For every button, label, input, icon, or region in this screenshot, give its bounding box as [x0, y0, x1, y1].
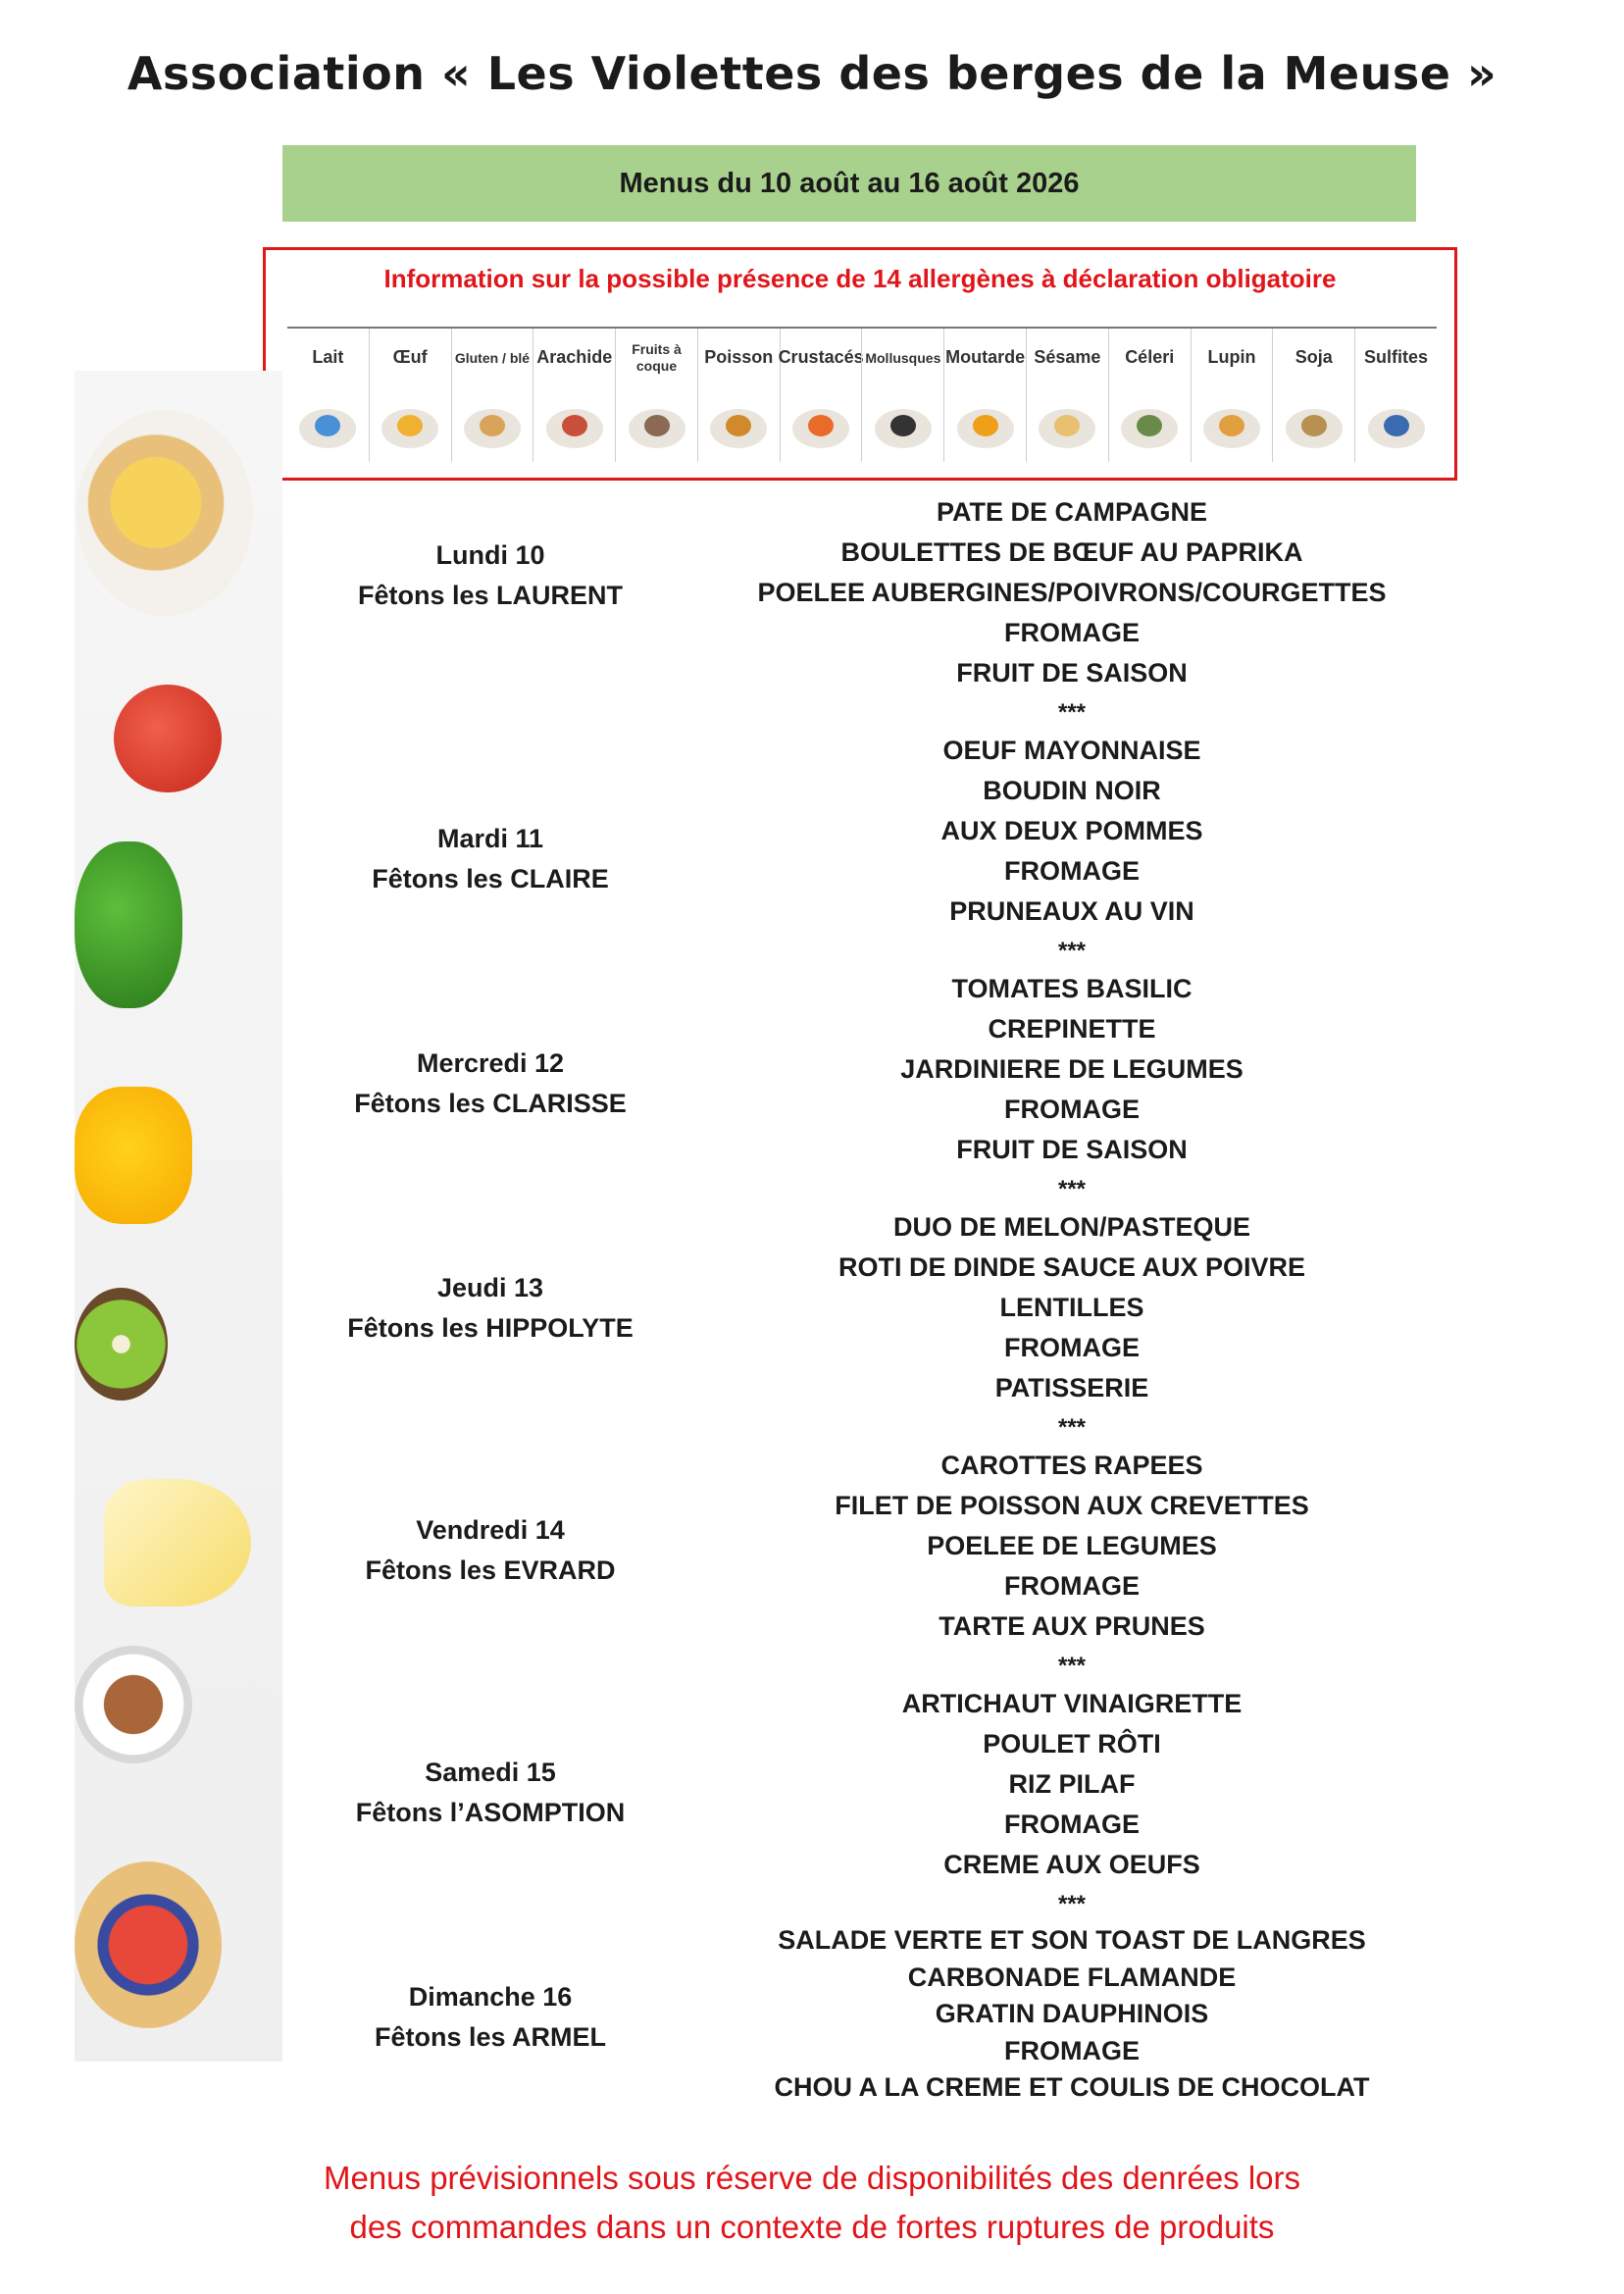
allergen-1 — [369, 329, 451, 462]
feast-name: Fêtons l’ASOMPTION — [355, 1798, 626, 1827]
allergen-13 — [1354, 329, 1437, 462]
day-menu — [677, 1207, 1467, 1448]
day-label — [304, 1510, 677, 1591]
menu-separator: *** — [1057, 938, 1087, 964]
allergen-label: Sésame — [1034, 347, 1101, 368]
menu-item: CREPINETTE — [988, 1014, 1156, 1044]
allergen-10 — [1108, 329, 1191, 462]
allergen-2 — [451, 329, 533, 462]
menu-item: TOMATES BASILIC — [951, 974, 1193, 1003]
day-menu — [677, 492, 1467, 733]
menu-item: CHOU A LA CREME ET COULIS DE CHOCOLAT — [774, 2072, 1370, 2102]
menu-separator: *** — [1057, 699, 1087, 726]
menu-item: PATE DE CAMPAGNE — [936, 497, 1207, 527]
allergen-9 — [1026, 329, 1108, 462]
footer-line-1: Menus prévisionnels sous réserve de disponibilités des denrées lors — [323, 2160, 1301, 2196]
mustard-icon — [957, 409, 1014, 448]
menu-item: PRUNEAUX AU VIN — [949, 896, 1194, 926]
allergen-3 — [533, 329, 615, 462]
menu-item: CARBONADE FLAMANDE — [907, 1962, 1237, 1992]
allergen-label: Crustacés — [778, 347, 864, 368]
menu-item: POELEE DE LEGUMES — [927, 1531, 1217, 1560]
menu-separator: *** — [1057, 1653, 1087, 1679]
day-name: Jeudi 13 — [436, 1273, 544, 1302]
orange-juice-icon — [75, 1087, 192, 1224]
menu-period: Menus du 10 août au 16 août 2026 — [619, 167, 1080, 199]
feast-name: Fêtons les ARMEL — [374, 2022, 607, 2052]
lemon-tart-icon — [76, 410, 253, 616]
menu-item: FROMAGE — [1004, 1810, 1140, 1839]
nut-icon — [629, 409, 685, 448]
day-name: Mercredi 12 — [416, 1048, 565, 1078]
menu-separator: *** — [1057, 1891, 1087, 1917]
sulfites-icon — [1368, 409, 1425, 448]
day-label — [304, 1044, 677, 1124]
allergen-label: Lupin — [1207, 347, 1256, 368]
menu-item: FRUIT DE SAISON — [956, 1135, 1188, 1164]
food-decoration-column — [75, 371, 282, 2062]
day-menu — [677, 1684, 1467, 1924]
menu-item: FROMAGE — [1004, 856, 1140, 886]
menu-item: RIZ PILAF — [1008, 1769, 1136, 1799]
day-menu — [677, 1922, 1467, 2107]
allergen-8 — [943, 329, 1026, 462]
allergen-0 — [287, 329, 369, 462]
kiwi-icon — [75, 1288, 168, 1401]
day-menu — [677, 1446, 1467, 1686]
day-name: Vendredi 14 — [416, 1515, 565, 1545]
wheat-icon — [464, 409, 521, 448]
menu-item: FROMAGE — [1004, 1333, 1140, 1362]
day-label — [304, 535, 677, 616]
menu-item: OEUF MAYONNAISE — [942, 736, 1201, 765]
menu-item: ROTI DE DINDE SAUCE AUX POIVRE — [837, 1252, 1306, 1282]
egg-icon — [381, 409, 438, 448]
menu-item: TARTE AUX PRUNES — [939, 1611, 1205, 1641]
allergen-4 — [615, 329, 697, 462]
day-label — [304, 1977, 677, 2058]
allergen-5 — [697, 329, 780, 462]
menu-item: LENTILLES — [999, 1293, 1144, 1322]
allergen-label: Céleri — [1125, 347, 1175, 368]
menu-separator: *** — [1057, 1414, 1087, 1441]
menu-item: PATISSERIE — [994, 1373, 1149, 1402]
fish-icon — [710, 409, 767, 448]
feast-name: Fêtons les CLARISSE — [354, 1089, 627, 1118]
allergen-6 — [780, 329, 862, 462]
allergen-12 — [1272, 329, 1354, 462]
allergen-label: Poisson — [704, 347, 774, 368]
menu-item: BOULETTES DE BŒUF AU PAPRIKA — [840, 537, 1303, 567]
day-name: Lundi 10 — [435, 540, 545, 570]
menu-item: GRATIN DAUPHINOIS — [935, 1999, 1209, 2028]
celery-icon — [1121, 409, 1178, 448]
menu-item: AUX DEUX POMMES — [940, 816, 1203, 845]
page-title: Association « Les Violettes des berges de la Meuse » — [127, 47, 1497, 100]
menu-item: JARDINIERE DE LEGUMES — [900, 1054, 1243, 1084]
allergen-label: Sulfites — [1364, 347, 1429, 368]
allergen-label: Soja — [1294, 347, 1333, 368]
allergen-11 — [1191, 329, 1273, 462]
footer-line-2: des commandes dans un contexte de fortes ruptures de produits — [349, 2209, 1275, 2245]
allergen-label: Mollusques — [865, 349, 941, 366]
menu-item: ARTICHAUT VINAIGRETTE — [901, 1689, 1243, 1718]
allergen-label: Arachide — [536, 347, 613, 368]
feast-name: Fêtons les HIPPOLYTE — [347, 1313, 634, 1343]
menu-item: POULET RÔTI — [983, 1729, 1161, 1759]
day-label — [304, 1753, 677, 1833]
allergen-7 — [861, 329, 943, 462]
menu-item: SALADE VERTE ET SON TOAST DE LANGRES — [778, 1925, 1366, 1955]
milk-icon — [299, 409, 356, 448]
menu-item: FROMAGE — [1004, 2035, 1140, 2065]
green-pepper-icon — [75, 841, 182, 1008]
feast-name: Fêtons les EVRARD — [365, 1555, 616, 1585]
menu-item: FROMAGE — [1004, 1095, 1140, 1124]
menu-item: DUO DE MELON/PASTEQUE — [892, 1212, 1251, 1242]
day-name: Samedi 15 — [425, 1758, 556, 1787]
sesame-icon — [1039, 409, 1095, 448]
day-label — [304, 819, 677, 899]
tomato-icon — [114, 685, 222, 792]
menu-item: BOUDIN NOIR — [983, 776, 1161, 805]
allergen-label: Moutarde — [945, 347, 1026, 368]
menu-period-banner — [282, 145, 1416, 222]
day-menu — [677, 731, 1467, 971]
lupin-icon — [1203, 409, 1260, 448]
footer-disclaimer — [0, 2154, 1624, 2252]
coffee-cup-icon — [75, 1646, 192, 1763]
allergen-info-box — [263, 247, 1457, 481]
menu-item: POELEE AUBERGINES/POIVRONS/COURGETTES — [757, 578, 1387, 607]
menu-item: FRUIT DE SAISON — [956, 658, 1188, 688]
menu-item: CAROTTES RAPEES — [940, 1451, 1203, 1480]
allergen-label: Fruits à coque — [632, 341, 682, 374]
feast-name: Fêtons les LAURENT — [357, 581, 624, 610]
allergen-label: Œuf — [392, 347, 428, 368]
soy-icon — [1286, 409, 1343, 448]
menu-item: CREME AUX OEUFS — [943, 1850, 1200, 1879]
allergen-label: Lait — [312, 347, 344, 368]
day-name: Dimanche 16 — [408, 1982, 573, 2012]
allergen-label: Gluten / blé — [454, 349, 531, 366]
fruit-tart-icon — [75, 1861, 222, 2028]
menu-item: FROMAGE — [1004, 618, 1140, 647]
shrimp-icon — [792, 409, 849, 448]
menu-item: FROMAGE — [1004, 1571, 1140, 1601]
day-name: Mardi 11 — [436, 824, 544, 853]
menu-separator: *** — [1057, 1176, 1087, 1202]
day-menu — [677, 969, 1467, 1209]
mussel-icon — [875, 409, 932, 448]
allergen-strip — [287, 327, 1437, 462]
peanut-icon — [546, 409, 603, 448]
feast-name: Fêtons les CLAIRE — [372, 864, 609, 893]
day-label — [304, 1268, 677, 1349]
menu-item: FILET DE POISSON AUX CREVETTES — [835, 1491, 1309, 1520]
cheese-icon — [104, 1479, 251, 1606]
allergen-heading: Information sur la possible présence de 14 allergènes à déclaration obligatoire — [383, 264, 1337, 293]
